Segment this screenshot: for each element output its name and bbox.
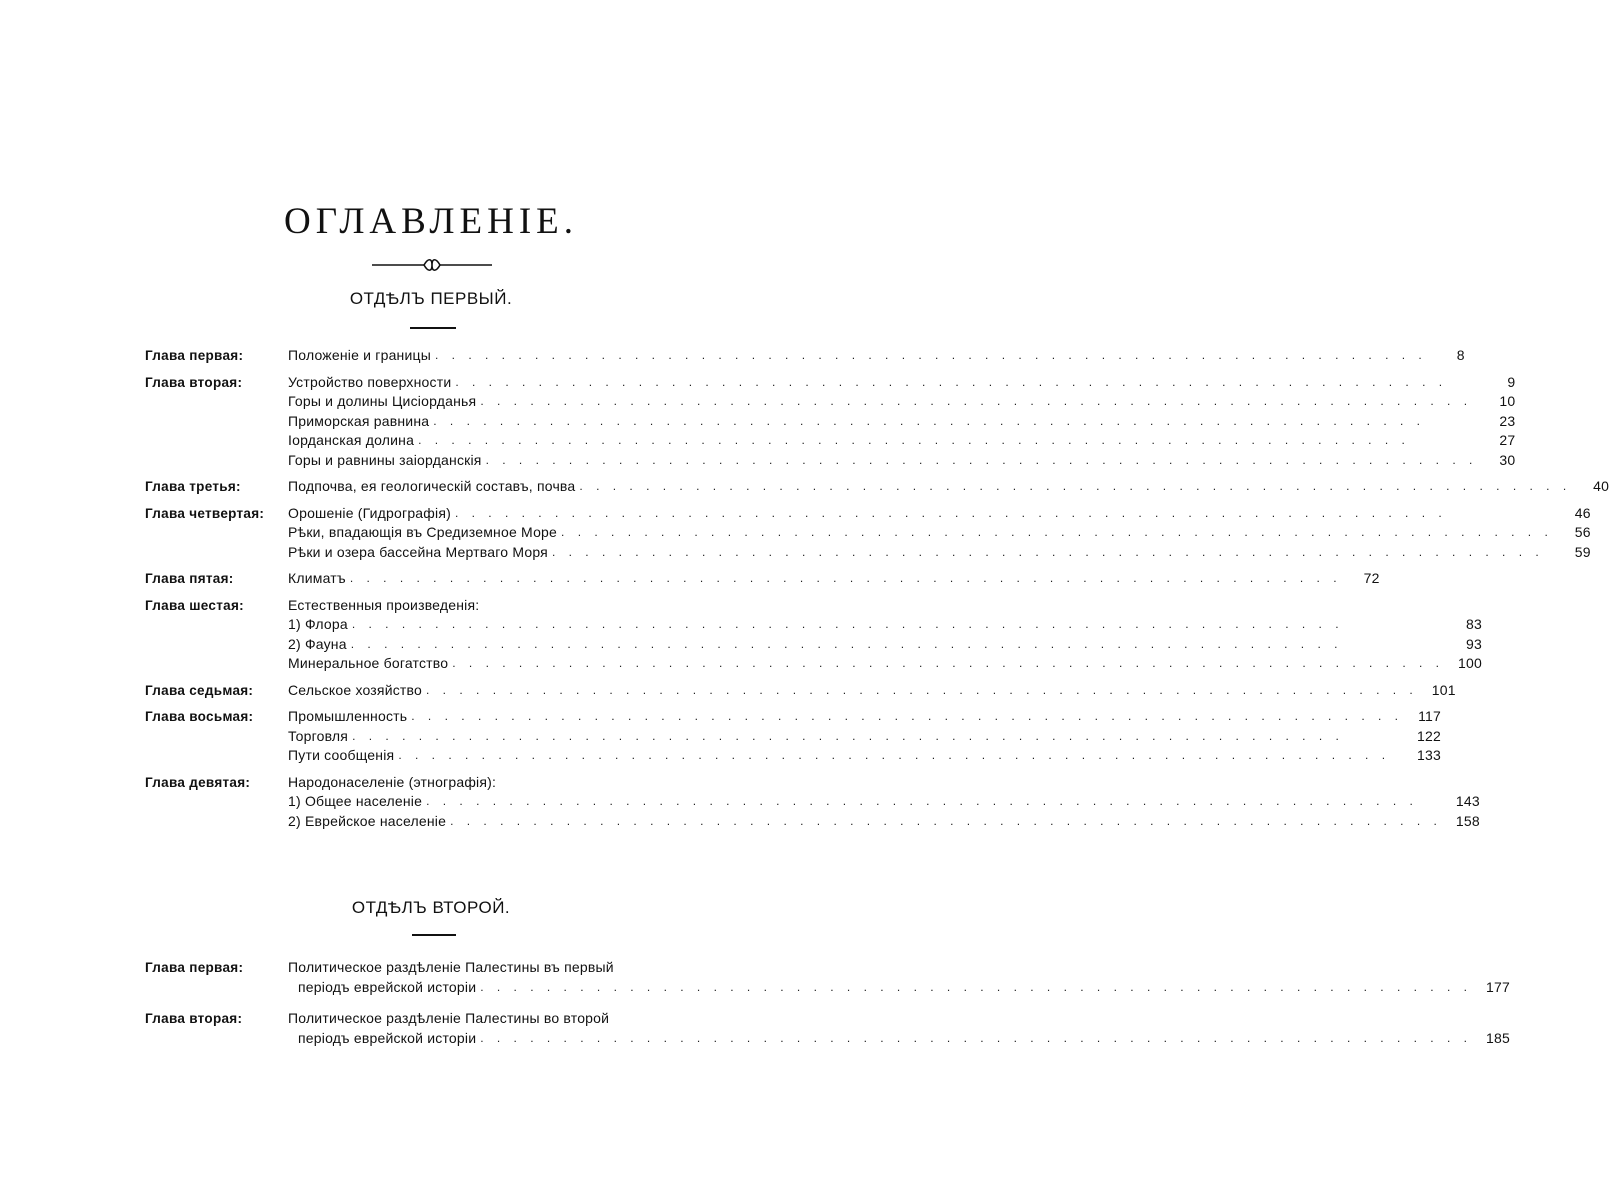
toc-entry: Орошеніе (Гидрографія) . . . 46 bbox=[288, 504, 1591, 524]
toc-entry: Горы и долины Цисіорданья . . . 10 bbox=[288, 392, 1515, 412]
chapter-label: Глава первая: bbox=[145, 348, 244, 363]
page-number: 133 bbox=[1417, 747, 1442, 763]
toc-section-2 bbox=[145, 958, 1510, 1055]
chapter-label: Глава первая: bbox=[145, 960, 244, 975]
toc-entry: Приморская равнина . . . 23 bbox=[288, 412, 1515, 432]
page-number: 101 bbox=[1431, 681, 1456, 698]
chapter-1-9 bbox=[145, 773, 1480, 832]
toc-entry: Рѣки, впадающія въ Средиземное Море . . . 56 bbox=[288, 523, 1591, 543]
ornament-divider-icon bbox=[372, 255, 492, 275]
page-number: 72 bbox=[1363, 570, 1380, 586]
page-number: 185 bbox=[1486, 1029, 1510, 1046]
page-number: 122 bbox=[1417, 727, 1442, 744]
page-number: 143 bbox=[1455, 793, 1480, 809]
chapter-2-1 bbox=[145, 958, 1510, 997]
chapter-1-2 bbox=[145, 373, 1516, 471]
chapter-label: Глава пятая: bbox=[145, 571, 234, 586]
page-number: 30 bbox=[1499, 451, 1516, 468]
toc-entry: Іорданская долина . . . 27 bbox=[288, 431, 1515, 451]
toc-entry: Горы и равнины заіорданскія . . . 30 bbox=[288, 451, 1515, 471]
chapter-1-1 bbox=[145, 346, 1465, 366]
page-number: 83 bbox=[1466, 616, 1482, 632]
chapter-1-4 bbox=[145, 504, 1591, 563]
chapter-label: Глава шестая: bbox=[145, 597, 244, 613]
toc-entry: Сельское хозяйство . . . 101 bbox=[288, 681, 1456, 701]
page-number: 100 bbox=[1458, 655, 1482, 671]
toc-entry: Пути сообщенія . . . 133 bbox=[288, 746, 1441, 766]
toc-section-1 bbox=[145, 346, 1609, 838]
chapter-label: Глава восьмая: bbox=[145, 709, 254, 724]
chapter-label: Глава четвертая: bbox=[145, 505, 265, 521]
toc-entry: Подпочва, ея геологическій составъ, почва . . . 40 bbox=[288, 477, 1609, 497]
toc-entry: Минеральное богатство . . . 100 bbox=[288, 654, 1482, 674]
page-number: 158 bbox=[1455, 812, 1480, 829]
chapter-label: Глава седьмая: bbox=[145, 682, 254, 698]
page-number: 40 bbox=[1593, 478, 1609, 494]
chapter-1-8 bbox=[145, 707, 1442, 766]
toc-entry: Торговля . . . 122 bbox=[288, 727, 1441, 747]
toc-entry: періодъ еврейской исторіи . . . 185 bbox=[288, 1029, 1510, 1049]
chapter-label: Глава вторая: bbox=[145, 374, 243, 390]
page-number: 10 bbox=[1499, 393, 1516, 409]
page-number: 59 bbox=[1574, 543, 1591, 560]
toc-entry: 1) Флора . . . 83 bbox=[288, 615, 1482, 635]
page-number: 177 bbox=[1486, 978, 1510, 995]
toc-entry: Положеніе и границы . . . 8 bbox=[288, 346, 1465, 366]
toc-entry: 1) Общее населеніе . . . 143 bbox=[288, 792, 1480, 812]
section-heading-1: ОТДѢЛЪ ПЕРВЫЙ. bbox=[349, 289, 513, 308]
toc-entry: Естественныя произведенія: bbox=[288, 596, 480, 613]
section-heading-2: ОТДѢЛЪ ВТОРОЙ. bbox=[351, 898, 511, 917]
page-number: 27 bbox=[1499, 432, 1516, 448]
chapter-1-7 bbox=[145, 681, 1456, 701]
toc-entry: періодъ еврейской исторіи . . . 177 bbox=[288, 978, 1510, 998]
toc-entry: Политическое раздѣленіе Палестины во второй bbox=[288, 1010, 610, 1026]
toc-entry: Промышленность . . . 117 bbox=[288, 707, 1441, 727]
toc-entry: 2) Еврейское населеніе . . . 158 bbox=[288, 812, 1480, 832]
toc-entry: Политическое раздѣленіе Палестины въ первый bbox=[288, 959, 614, 975]
toc-entry: Устройство поверхности . . . 9 bbox=[288, 373, 1515, 393]
section-rule-1 bbox=[410, 327, 456, 329]
chapter-label: Глава третья: bbox=[145, 479, 241, 494]
chapter-1-5 bbox=[145, 569, 1380, 589]
chapter-1-6 bbox=[145, 596, 1482, 674]
chapter-label: Глава вторая: bbox=[145, 1011, 243, 1026]
chapter-2-2 bbox=[145, 1009, 1510, 1048]
toc-entry: Народонаселеніе (этнографія): bbox=[288, 773, 497, 790]
page-number: 8 bbox=[1456, 347, 1465, 363]
page-number: 56 bbox=[1574, 524, 1591, 540]
toc-entry: Рѣки и озера бассейна Мертваго Моря . . . 59 bbox=[288, 543, 1591, 563]
toc-entry: Климатъ . . . 72 bbox=[288, 569, 1380, 589]
toc-entry: 2) Фауна . . . 93 bbox=[288, 635, 1482, 655]
section-rule-2 bbox=[412, 934, 456, 936]
chapter-1-3 bbox=[145, 477, 1609, 497]
page-number: 46 bbox=[1574, 504, 1591, 521]
page-number: 23 bbox=[1499, 412, 1516, 429]
page-title: ОГЛАВЛЕНІЕ. bbox=[283, 201, 578, 242]
page-number: 93 bbox=[1466, 635, 1482, 652]
page-number: 117 bbox=[1418, 708, 1442, 724]
page-number: 9 bbox=[1507, 373, 1516, 390]
chapter-label: Глава девятая: bbox=[145, 774, 251, 790]
